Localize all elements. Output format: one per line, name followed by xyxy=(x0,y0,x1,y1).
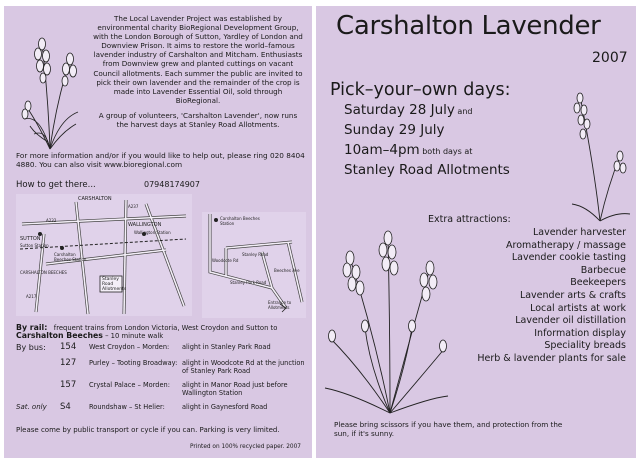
saturday-only-label: Sat. only xyxy=(16,403,47,411)
more-info-text: For more information and/or if you would like to help out, please ring 020 8404 4880. You can also visit www.bioregional.com xyxy=(16,151,305,169)
bus-route: West Croydon – Morden: xyxy=(89,343,170,351)
bus-row xyxy=(16,360,308,378)
map-label-a232: A232 xyxy=(46,218,57,223)
rail-label: By rail: xyxy=(16,323,48,332)
map-label-beeches-station: Carshalton Beeches Station xyxy=(54,252,87,262)
map-label-allotments: Stanley Road Allotments xyxy=(102,277,127,292)
date-text: Saturday 28 July xyxy=(344,102,455,118)
map2-label-station: Carshalton Beeches Station xyxy=(220,216,260,226)
local-map xyxy=(202,212,306,318)
bring-scissors-note: Please bring scissors if you have them, and protection from the sun, if it's sunny. xyxy=(334,420,563,438)
attraction-item: Information display xyxy=(534,327,626,339)
extra-attractions-heading: Extra attractions: xyxy=(428,214,511,225)
rail-destination: Carshalton Beeches xyxy=(16,331,103,341)
bus-number: 127 xyxy=(60,358,77,368)
map2-label-stanley-road: Stanley Road xyxy=(242,252,269,257)
map-label-wallington-station: Wallington Station xyxy=(134,230,171,235)
bus-row xyxy=(16,344,308,358)
bus-number: 154 xyxy=(60,342,77,352)
map2-label-stanley-park-road: Stanley Park Road xyxy=(230,280,267,285)
how-to-get-there-heading: How to get there... xyxy=(16,180,96,190)
bus-number: 157 xyxy=(60,380,77,390)
attraction-item: Herb & lavender plants for sale xyxy=(477,352,626,364)
map2-label-woodcote-rd: Woodcote Rd xyxy=(212,258,239,263)
attraction-item: Lavender cookie tasting xyxy=(511,252,626,264)
map2-label-allotments: Entrance to Allotments xyxy=(268,300,292,310)
attraction-item: Lavender arts & crafts xyxy=(519,289,626,301)
attraction-item: Speciality breads xyxy=(544,340,626,352)
attraction-item: Local artists at work xyxy=(530,302,626,314)
venue-text: Stanley Road Allotments xyxy=(344,162,510,178)
bus-row xyxy=(16,382,308,400)
bus-alight: alight in Woodcote Rd at the junction of Stanley Park Road xyxy=(182,359,305,375)
rail-text: frequent trains from London Victoria, West Croydon and Sutton to xyxy=(53,324,278,332)
time-suffix: both days at xyxy=(419,147,473,156)
area-map-roads xyxy=(16,194,192,316)
lavender-sprig-illustration xyxy=(560,86,632,226)
intro-text xyxy=(92,14,304,135)
map-label-wallington: WALLINGTON xyxy=(128,222,162,228)
map-label-a237: A237 xyxy=(128,204,139,209)
lavender-sprig-illustration xyxy=(10,14,90,154)
recycled-paper-note: Printed on 100% recycled paper. 2007 xyxy=(190,444,301,450)
intro-paragraph-2: A group of volunteers, 'Carshalton Lavender', now runs the harvest days at Stanley Road Allotments. xyxy=(98,110,298,130)
bus-alight: alight in Manor Road just before Wallington Station xyxy=(182,381,288,397)
intro-paragraph-1: The Local Lavender Project was established by environmental charity BioRegional Development Group, with the London Borough of Sutton, Yardley of London and Downview Prison. It aims to restore the world–famous lavender industry of Carshalton and Mitcham. Enthusiasts from Downview grew and planted cuttings on vacant Council allotments. Each summer the public are invited to pick their own lavender and the remainder of the crop is made into Lavender Essential Oil, sold through BioRegional. xyxy=(93,14,303,105)
attraction-item: Lavender harvester xyxy=(532,227,626,238)
public-transport-note: Please come by public transport or cycle if you can. Parking is very limited. xyxy=(16,426,280,434)
event-year: 2007 xyxy=(592,50,628,66)
attraction-item: Aromatherapy / massage xyxy=(506,239,626,251)
bus-alight: alight in Gaynesford Road xyxy=(182,403,268,411)
page-title: Carshalton Lavender xyxy=(336,11,601,41)
map-label-carshalton: CARSHALTON xyxy=(78,196,112,202)
date-line xyxy=(344,122,445,138)
pick-your-own-heading: Pick–your–own days: xyxy=(330,80,511,100)
time-line xyxy=(344,142,472,158)
rail-walk: – 10 minute walk xyxy=(102,332,164,341)
date-text: Sunday 29 July xyxy=(344,122,445,138)
rail-directions xyxy=(16,324,308,341)
date-suffix: and xyxy=(454,107,473,116)
attraction-item: Barbecue xyxy=(580,264,626,276)
attraction-item: Lavender oil distillation xyxy=(515,315,626,327)
map2-label-beeches-ave: Beeches Ave xyxy=(274,268,300,273)
map-label-carshalton-beeches: CARSHALTON BEECHES xyxy=(20,270,67,275)
left-panel xyxy=(4,6,312,458)
bus-row xyxy=(16,404,308,416)
bus-number: S4 xyxy=(60,402,71,412)
bus-label: By bus: xyxy=(16,343,46,352)
venue-line xyxy=(344,162,510,178)
map-label-a217: A217 xyxy=(26,294,37,299)
area-map xyxy=(16,194,192,316)
bus-alight: alight in Stanley Park Road xyxy=(182,343,271,351)
time-text: 10am–4pm xyxy=(344,142,420,158)
map-label-sutton: SUTTON xyxy=(20,236,41,242)
map-label-sutton-station: Sutton Station xyxy=(20,243,49,248)
extra-attractions-list xyxy=(416,227,626,366)
attraction-item: Beekeepers xyxy=(570,277,626,289)
bus-route: Purley – Tooting Broadway: xyxy=(89,359,178,367)
date-line xyxy=(344,102,472,118)
phone-number: 07948174907 xyxy=(144,180,200,189)
right-panel xyxy=(316,6,636,458)
bus-route: Crystal Palace – Morden: xyxy=(89,381,170,389)
bus-route: Roundshaw – St Helier: xyxy=(89,403,165,411)
